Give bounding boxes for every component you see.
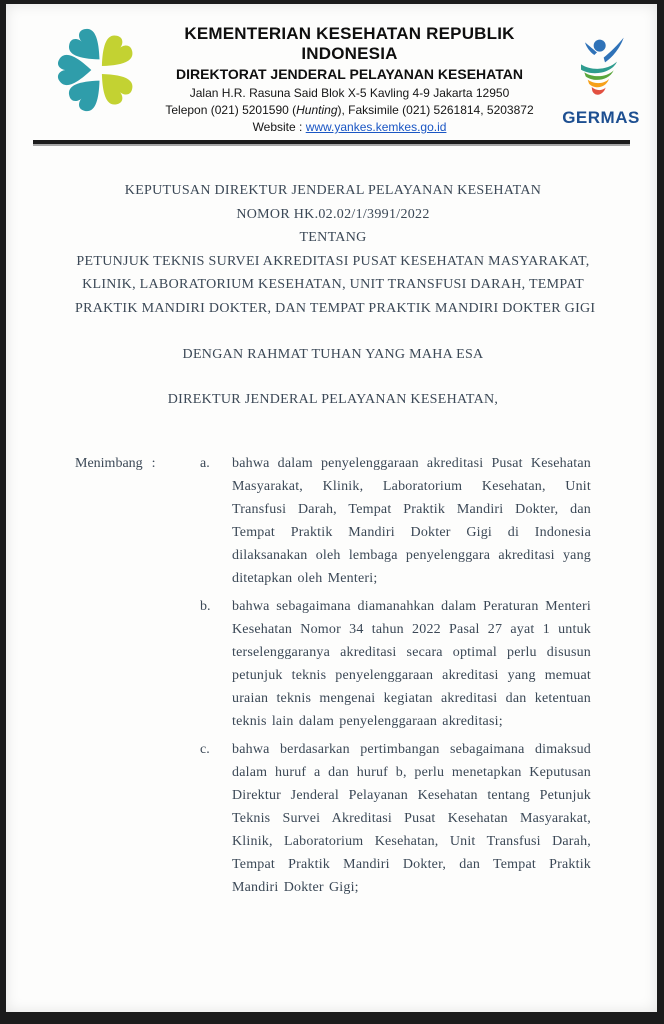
germas-logo-icon bbox=[555, 35, 647, 128]
phone-hunting: Hunting bbox=[296, 103, 338, 117]
document-content bbox=[6, 179, 657, 904]
considering-label-text: Menimbang bbox=[75, 456, 143, 471]
phone-suffix: ), Faksimile (021) 5261814, 5203872 bbox=[337, 103, 534, 117]
website-line bbox=[144, 120, 555, 135]
decree-tentang: TENTANG bbox=[299, 230, 367, 245]
item-letter: a. bbox=[200, 456, 210, 471]
website-label: Website : bbox=[252, 120, 306, 134]
ministry-name: KEMENTERIAN KESEHATAN REPUBLIK INDONESIA bbox=[184, 24, 515, 63]
item-text: bahwa sebagaimana diamanahkan dalam Peraturan Menteri Kesehatan Nomor 34 tahun 2022 Pasal 27 ayat 1 untuk terselenggaranya akreditasi secara optimal perlu disusun petunjuk teknis penyelenggaraan akreditasi yang memuat uraian teknis mengenai kegiatan akreditasi dan ketentuan teknis lain dalam penyelenggaraan akreditasi; bbox=[232, 599, 591, 729]
letterhead-text bbox=[144, 23, 555, 135]
decree-title bbox=[75, 179, 596, 320]
decree-subject-line: PRAKTIK MANDIRI DOKTER, DAN TEMPAT PRAKTIK MANDIRI DOKTER GIGI bbox=[75, 300, 596, 316]
considering-section bbox=[75, 452, 591, 904]
item-text: bahwa dalam penyelenggaraan akreditasi Pusat Kesehatan Masyarakat, Klinik, Laboratorium Kesehatan, Unit Transfusi Darah, Tempat Praktik Mandiri Dokter, dan Tempat Praktik Mandiri Dokter Gigi di Indonesia dilaksanakan oleh lembaga penyelenggara akreditasi yang ditetapkan oleh Menteri; bbox=[232, 456, 591, 586]
document-page bbox=[6, 4, 657, 1012]
considering-label bbox=[75, 452, 200, 904]
phone-prefix: Telepon (021) 5201590 ( bbox=[165, 103, 297, 117]
official-line: DIREKTUR JENDERAL PELAYANAN KESEHATAN, bbox=[167, 392, 499, 407]
decree-subject-line: KLINIK, LABORATORIUM KESEHATAN, UNIT TRANSFUSI DARAH, TEMPAT bbox=[82, 277, 584, 292]
website-link[interactable]: www.yankes.kemkes.go.id bbox=[305, 120, 447, 134]
item-letter: c. bbox=[200, 742, 210, 757]
item-text: bahwa berdasarkan pertimbangan sebagaimana dimaksud dalam huruf a dan huruf b, perlu menetapkan Keputusan Direktur Jenderal Pelayanan Kesehatan tentang Petunjuk Teknis Survei Akreditasi Pusat Kesehatan Masyarakat, Klinik, Laboratorium Kesehatan, Unit Transfusi Darah, Tempat Praktik Mandiri Dokter, dan Tempat Praktik Mandiri Dokter Gigi; bbox=[232, 742, 591, 895]
considering-item-a bbox=[200, 452, 591, 590]
kemenkes-logo-icon bbox=[48, 23, 144, 117]
considering-item-c bbox=[200, 738, 591, 899]
decree-number: NOMOR HK.02.02/1/3991/2022 bbox=[236, 206, 430, 222]
directorate-name: DIREKTORAT JENDERAL PELAYANAN KESEHATAN bbox=[176, 66, 523, 82]
invocation-line: DENGAN RAHMAT TUHAN YANG MAHA ESA bbox=[182, 347, 484, 362]
decree-title-line: KEPUTUSAN DIREKTUR JENDERAL PELAYANAN KESEHATAN bbox=[124, 183, 542, 198]
letterhead bbox=[6, 4, 657, 137]
letterhead-rule bbox=[33, 140, 630, 146]
considering-colon: : bbox=[151, 456, 156, 471]
address-line: Jalan H.R. Rasuna Said Blok X-5 Kavling 4-9 Jakarta 12950 bbox=[189, 86, 510, 100]
item-letter: b. bbox=[200, 599, 211, 614]
considering-items bbox=[200, 452, 591, 904]
phone-line bbox=[144, 103, 555, 118]
germas-label: GERMAS bbox=[562, 108, 640, 127]
considering-item-b bbox=[200, 595, 591, 733]
decree-subject-line: PETUNJUK TEKNIS SURVEI AKREDITASI PUSAT KESEHATAN MASYARAKAT, bbox=[76, 253, 590, 269]
